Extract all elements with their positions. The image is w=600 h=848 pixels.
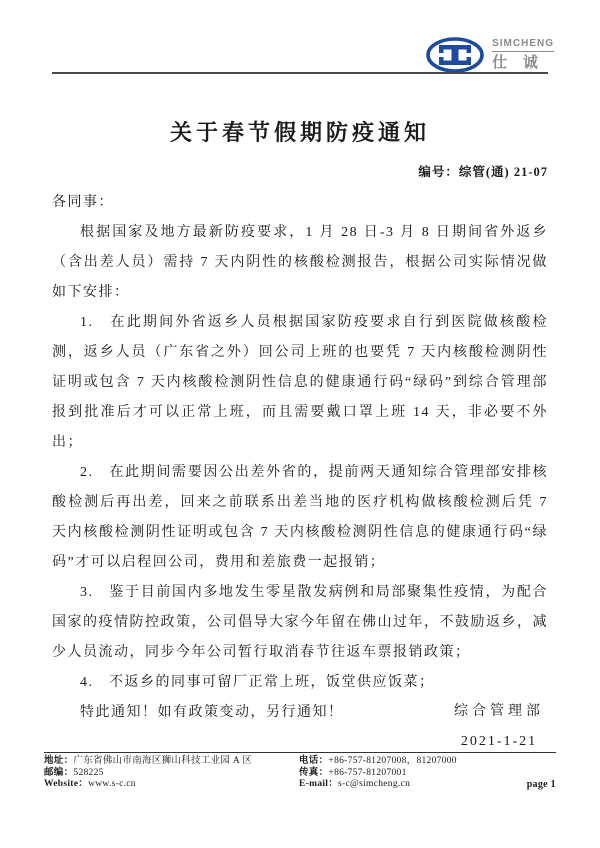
signature-block [454, 697, 544, 757]
paragraph-item-1: 1. 在此期间外省返乡人员根据国家防疫要求自行到医院做核酸检测，返乡人员（广东省之外）回公司上班的也要凭 7 天内核酸检测阴性证明或包含 7 天内核酸检测阴性信息的健康通行码“绿码”到综合管理部报到批准后才可以正常上班，而且需要戴口罩上班 14 天，非必要不外出； [52, 315, 548, 450]
footer-phone-value: +86-757-81207008，81207000 [328, 756, 457, 766]
signature-department: 综合管理部 [454, 704, 544, 719]
footer-email [299, 779, 527, 791]
document-number: 编号：综管(通) 21-07 [418, 165, 548, 179]
footer-address [44, 756, 299, 768]
simcheng-logo-icon [426, 36, 486, 74]
footer-phone-label: 电话： [299, 756, 329, 766]
footer-website-value: www.s-c.cn [88, 779, 136, 789]
footer-left-column [44, 756, 299, 791]
paragraph-item-2: 2. 在此期间需要因公出差外省的，提前两天通知综合管理部安排核酸检测后再出差，回来之前联系出差当地的医疗机构做核酸检测后凭 7 天内核酸检测阴性证明或包含 7 天内核酸检测阴性信息的健康通行码“绿码”才可以启程回公司，费用和差旅费一起报销； [52, 465, 548, 570]
footer-divider [44, 752, 556, 753]
footer-address-value: 广东省佛山市南海区狮山科技工业园 A 区 [73, 756, 252, 766]
footer-fax [299, 768, 527, 780]
footer-postcode [44, 768, 299, 780]
paragraph-intro: 根据国家及地方最新防疫要求，1 月 28 日-3 月 8 日期间省外返乡（含出差人员）需持 7 天内阴性的核酸检测报告，根据公司实际情况做如下安排： [52, 225, 548, 300]
header-divider [52, 72, 548, 74]
footer-right-column [299, 756, 527, 791]
footer-postcode-value: 528225 [73, 767, 104, 778]
footer-website [44, 779, 299, 791]
footer-email-value: s-c@simcheng.cn [338, 779, 411, 789]
company-logo [426, 36, 554, 74]
footer-website-label: Website： [44, 779, 89, 789]
brand-name-latin: SIMCHENG [492, 38, 554, 52]
page-title: 关于春节假期防疫通知 [169, 120, 430, 145]
page-number: page 1 [526, 779, 556, 790]
logo-text-block [492, 38, 554, 72]
signature-date: 2021-1-21 [460, 734, 538, 749]
footer-fax-label: 传真： [299, 767, 329, 778]
paragraph-closing: 特此通知！如有政策变动，另行通知！ [80, 705, 344, 720]
footer-phone [299, 756, 527, 768]
footer-postcode-label: 邮编： [44, 767, 74, 778]
salutation: 各同事： [52, 195, 114, 210]
brand-name-cjk: 仕 诚 [492, 55, 544, 71]
footer-fax-value: +86-757-81207001 [328, 767, 407, 778]
footer-email-label: E-mail： [299, 779, 339, 789]
notice-body [52, 188, 548, 728]
paragraph-item-4: 4. 不返乡的同事可留厂正常上班，饭堂供应饭菜； [80, 675, 435, 690]
page-footer [44, 756, 556, 791]
footer-address-label: 地址： [44, 756, 74, 766]
paragraph-item-3: 3. 鉴于目前国内多地发生零星散发病例和局部聚集性疫情，为配合国家的疫情防控政策，公司倡导大家今年留在佛山过年，不鼓励返乡，减少人员流动，同步今年公司暂行取消春节往返车票报销政策； [52, 585, 548, 660]
